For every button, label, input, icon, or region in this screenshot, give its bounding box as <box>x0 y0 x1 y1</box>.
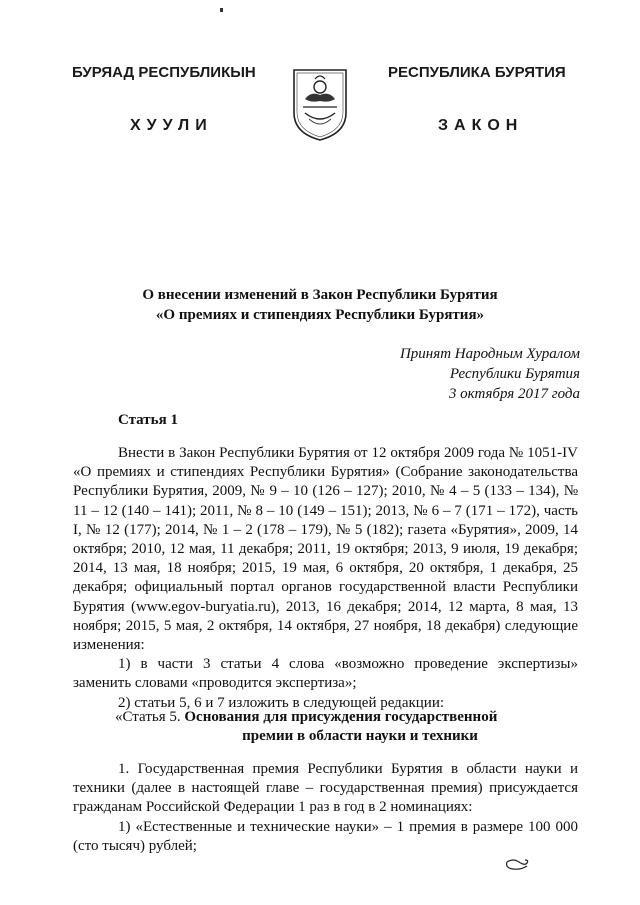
article-5-prefix: «Статья 5. <box>115 709 181 725</box>
article-5-heading-line1: Основания для присуждения государственной <box>184 709 498 725</box>
header-right-bottom: ЗАКОН <box>438 117 524 134</box>
header-left-bottom: ХУУЛИ <box>130 117 213 134</box>
scan-mark <box>220 8 223 12</box>
article-5-body <box>73 760 578 856</box>
adoption-note <box>400 344 580 404</box>
header-right-top: РЕСПУБЛИКА БУРЯТИЯ <box>388 64 566 81</box>
article-1-item-1: 1) в части 3 статьи 4 слова «возможно проведение экспертизы» заменить словами «проводится экспертиза»; <box>73 656 578 692</box>
article-5-paragraph-1: 1. Государственная премия Республики Бурятия в области науки и техники (далее в настоящей главе – государственная премия) присуждается гражданам Российской Федерации 1 раз в год в 2 номинациях: <box>73 761 578 816</box>
article-5-heading-line2: премии в области науки и техники <box>242 728 478 744</box>
adoption-line1: Принят Народным Хуралом <box>399 346 580 362</box>
article-5-heading <box>115 708 555 746</box>
article-1-body <box>73 444 578 713</box>
header-left-top: БУРЯАД РЕСПУБЛИКЫН <box>72 64 256 81</box>
initials-signature <box>503 856 531 874</box>
article-5-item-1: 1) «Естественные и технические науки» – 1 премия в размере 100 000 (сто тысяч) рублей; <box>73 818 578 854</box>
law-title-line1: О внесении изменений в Закон Республики Бурятия <box>142 287 498 303</box>
law-title-line2: «О премиях и стипендиях Республики Бурятия» <box>155 307 485 323</box>
adoption-line3: 3 октября 2017 года <box>448 386 580 402</box>
article-1-paragraph: Внести в Закон Республики Бурятия от 12 октября 2009 года № 1051-IV «О премиях и стипендиях Республики Бурятия» (Собрание законодательства Республики Бурятия, 2009, № 9 – 10 (126 – 127); 2010, № 4 – 5 (133 – 134), № 11 – 12 (140 – 141); 2011, № 8 – 10 (149 – 151); 2013, № 6 – 7 (171 – 172), часть I, № 12 (177); 2014, № 1 – 2 (178 – 179), № 5 (182); газета «Бурятия», 2009, 14 октября; 2010, 12 мая, 11 декабря; 2011, 19 октября; 2013, 9 июля, 19 декабря; 2014, 13 мая, 18 ноября; 2015, 19 мая, 6 октября, 20 октября, 1 декабря, 25 декабря; официальный портал органов государственной власти Республики Бурятия (www.egov-buryatia.ru), 2013, 16 декабря; 2014, 12 марта, 8 мая, 13 ноября; 2015, 5 мая, 2 октября, 14 октября, 27 ноября, 18 декабря) следующие изменения: <box>73 445 578 654</box>
article-1-heading: Статья 1 <box>118 412 178 428</box>
law-title <box>80 285 560 325</box>
article-1-item-2: 2) статьи 5, 6 и 7 изложить в следующей редакции: <box>118 694 445 711</box>
buryatia-coat-of-arms-icon <box>291 67 349 143</box>
adoption-line2: Республики Бурятия <box>449 366 580 382</box>
